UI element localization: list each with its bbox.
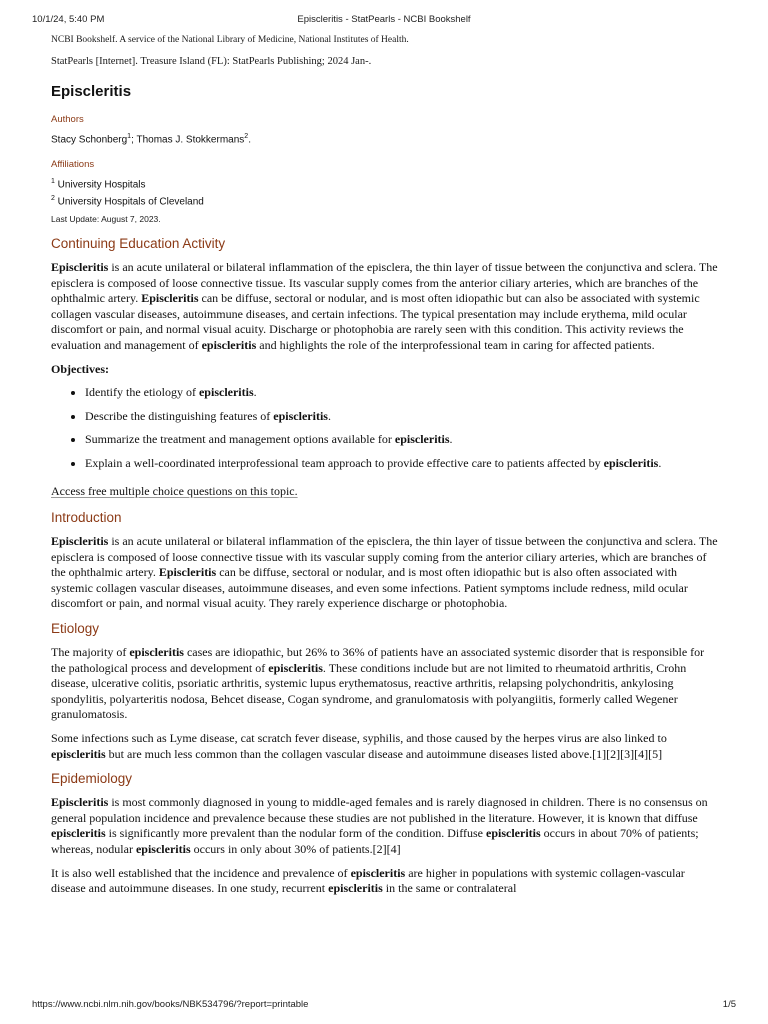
paragraph: Episcleritis is most commonly diagnosed in young to middle-aged females and is rarely diagnosed in children. There is no consensus on general population incidence and prevalence because these studies are not published in the literature. However, it is known that diffuse episcleritis is significantly more prevalent than the nodular form of the condition. Diffuse episcleritis occurs in about 70% of patients; whereas, nodular episcleritis occurs in only about 30% of patients.[2][4] xyxy=(51,795,708,857)
author-name[interactable]: Stacy Schonberg xyxy=(51,134,128,146)
print-footer xyxy=(32,999,736,1010)
author-affiliation-ref: 2 xyxy=(244,133,249,140)
print-url: https://www.ncbi.nlm.nih.gov/books/NBK534796/?report=printable xyxy=(32,999,309,1010)
bold-term: episcleritis xyxy=(51,746,106,761)
article-body xyxy=(51,235,721,897)
mcq-link-paragraph xyxy=(51,484,721,500)
objective-item: • Describe the distinguishing features of episcleritis. xyxy=(85,409,721,425)
bold-term: episcleritis xyxy=(273,408,328,423)
section-heading-epidemiology: Epidemiology xyxy=(51,771,133,787)
bold-term: Episcleritis xyxy=(158,565,217,580)
bold-term: Episcleritis xyxy=(141,291,199,306)
paragraph: Episcleritis is an acute unilateral or bilateral inflammation of the episclera, the thin layer of tissue between the conjunctiva and sclera. The episclera is composed of loose connective tissue. Its vascular supply comes from the anterior ciliary arteries, which are branches of the ophthalmic artery. Episcleritis can be diffuse, sectoral or nodular, and is most often idiopathic but can also be associated with systemic collagen vascular diseases, autoimmune diseases, and certain infections. The typical presentation may include erythema, mild ocular discomfort or pain, and normal visual acuity. Discharge or photophobia are rarely seen with this condition. This activity reviews the evaluation and management of episcleritis and highlights the role of the interprofessional team in caring for affected patients. xyxy=(51,259,718,352)
objective-item: • Identify the etiology of episcleritis. xyxy=(85,385,721,401)
last-update: Last Update: August 7, 2023. xyxy=(51,213,161,224)
bold-term: episcleritis xyxy=(51,826,106,841)
print-title: Episcleritis - StatPearls - NCBI Bookshelf xyxy=(297,14,471,25)
print-datetime: 10/1/24, 5:40 PM xyxy=(32,14,105,25)
affiliation-item: $^1$ University Hospitals xyxy=(51,178,146,191)
bold-term: episcleritis xyxy=(350,865,406,880)
affiliations-list xyxy=(51,175,721,208)
affiliation-number: 2 xyxy=(51,194,55,202)
bold-term: episcleritis xyxy=(129,645,184,660)
citation: StatPearls [Internet]. Treasure Island (FL): StatPearls Publishing; 2024 Jan-. xyxy=(51,56,372,67)
objectives-label xyxy=(51,362,721,378)
objective-item: • Explain a well-coordinated interprofessional team approach to provide effective care to patients affected by episcleritis. xyxy=(85,456,721,472)
print-header xyxy=(32,14,736,25)
paragraph: Some infections such as Lyme disease, cat scratch fever disease, syphilis, and those caused by the herpes virus are also linked to episcleritis but are much less common than the collagen vascular disease and autoimmune diseases listed above.[1][2][3][4][5] xyxy=(51,731,667,761)
affiliations-heading: Affiliations xyxy=(51,159,95,171)
page-title: Episcleritis xyxy=(51,83,132,100)
section-heading-etiology: Etiology xyxy=(51,621,100,637)
bold-term: episcleritis xyxy=(135,842,191,857)
author-affiliation-ref: 1 xyxy=(127,133,132,140)
authors-heading: Authors xyxy=(51,114,84,125)
paragraph: Episcleritis is an acute unilateral or bilateral inflammation of the episclera, the thin layer of tissue between the conjunctiva and sclera. The episclera is composed of loose connective tissue with its vascular supply coming from the anterior ciliary arteries, which are branches of the ophthalmic artery. Episcleritis can be diffuse, sectoral or nodular, and is most often idiopathic but is also often associated with systemic collagen vascular diseases, autoimmune diseases, and even some infections. Patient symptoms include redness, mild ocular discomfort or pain, and normal visual acuity. They rarely experience discharge or photophobia. xyxy=(51,534,718,611)
bold-term: Episcleritis xyxy=(51,259,109,274)
bold-term: Episcleritis xyxy=(51,534,109,549)
section-heading-continuing-education-activity: Continuing Education Activity xyxy=(51,235,226,251)
bold-term: episcleritis xyxy=(328,881,383,896)
bold-term: episcleritis xyxy=(603,455,659,470)
author-name[interactable]: Thomas J. Stokkermans xyxy=(136,134,245,146)
objectives-list xyxy=(51,385,721,471)
mcq-link[interactable]: Access free multiple choice questions on this topic. xyxy=(51,483,298,498)
objectives-label-text: Objectives: xyxy=(51,361,109,376)
bold-term: episcleritis xyxy=(486,826,541,841)
bold-term: episcleritis xyxy=(268,660,323,675)
paragraph: It is also well established that the incidence and prevalence of episcleritis are higher in populations with systemic collagen-vascular disease and autoimmune diseases. In one study, recurrent episcleritis in the same or contralateral xyxy=(51,865,685,896)
objective-item: • Summarize the treatment and management options available for episcleritis. xyxy=(85,432,721,448)
bold-term: Episcleritis xyxy=(51,795,109,810)
affiliation-item: $^2$ University Hospitals of Cleveland xyxy=(51,194,204,207)
paragraph: The majority of episcleritis cases are idiopathic, but 26% to 36% of patients have an associated systemic disorder that is responsible for the pathological process and development of episcleritis. These conditions include but are not limited to rheumatoid arthritis, Crohn disease, ulcerative colitis, psoriatic arthritis, systemic lupus erythematosus, reactive arthritis, relapsing polychondritis, ankylosing spondylitis, polyarteritis nodosa, Behcet disease, Cogan syndrome, and granulomatosis with polyangiitis, formerly called Wegener granulomatosis. xyxy=(51,645,705,722)
section-heading-introduction: Introduction xyxy=(51,510,122,526)
affiliation-number: 1 xyxy=(51,178,55,186)
bold-term: episcleritis xyxy=(198,385,254,400)
bookshelf-line: NCBI Bookshelf. A service of the National Library of Medicine, National Institutes of Health. xyxy=(51,35,409,45)
authors-list: Stacy Schonberg$^1$; Thomas J. Stokkermans$^2$. xyxy=(51,133,251,146)
bold-term: episcleritis xyxy=(394,432,450,447)
document-content xyxy=(51,33,721,905)
bold-term: episcleritis xyxy=(201,337,257,352)
page-number: 1/5 xyxy=(722,999,736,1010)
